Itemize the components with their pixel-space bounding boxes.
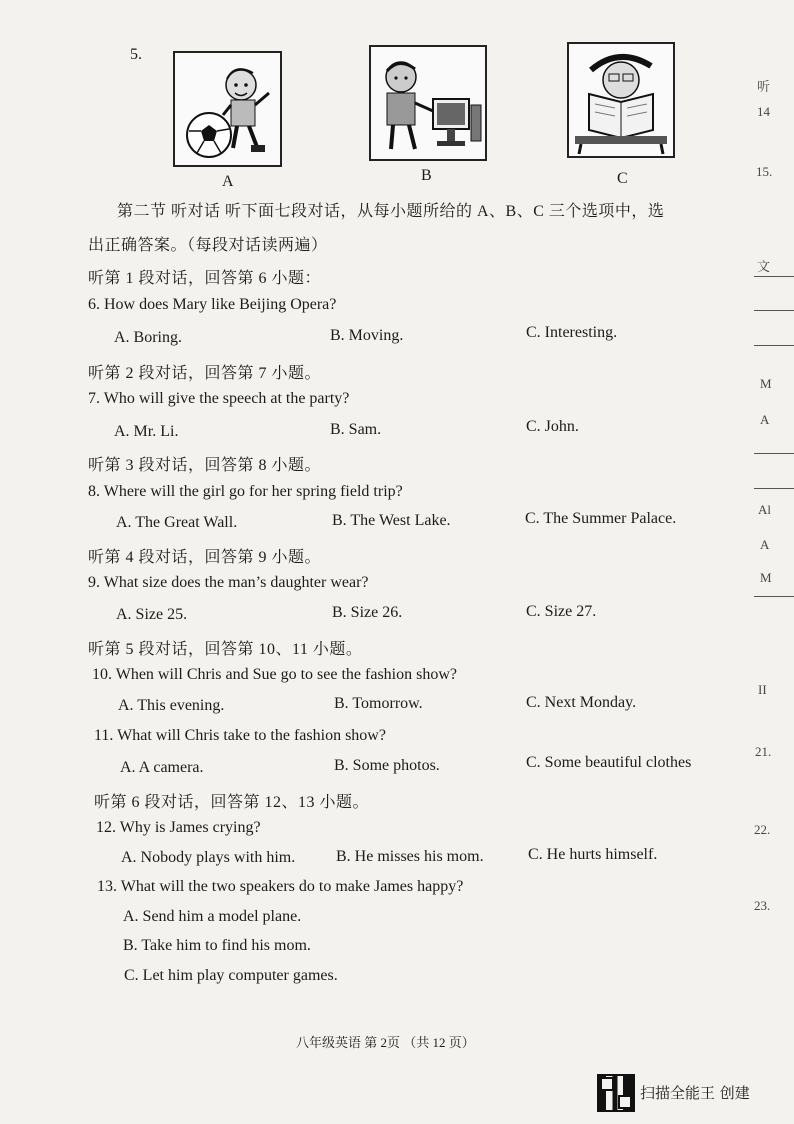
section-heading-line1: 第二节 听对话 听下面七段对话，从每小题所给的 A、B、C 三个选项中，选 bbox=[117, 203, 665, 220]
question-text: How does Mary like Beijing Opera? bbox=[104, 296, 337, 313]
scanner-watermark: 扫描全能王 创建 bbox=[640, 1084, 750, 1102]
edge-divider bbox=[754, 453, 794, 454]
dialogue-instruction: 听第 5 段对话，回答第 10、11 小题。 bbox=[88, 641, 363, 658]
picture-option-b bbox=[369, 45, 487, 161]
option-a: A. Nobody plays with him. bbox=[121, 849, 296, 866]
question-13 bbox=[97, 878, 463, 896]
option-c: C. Size 27. bbox=[526, 603, 597, 620]
option-b: B. Moving. bbox=[330, 327, 404, 344]
option-b: B. Size 26. bbox=[332, 604, 403, 621]
edge-fragment: II bbox=[758, 682, 767, 697]
edge-fragment: 听 bbox=[757, 79, 771, 94]
edge-divider bbox=[754, 596, 794, 597]
option-a: A. Boring. bbox=[114, 329, 182, 346]
picture-label-c: C bbox=[617, 170, 628, 187]
edge-divider bbox=[754, 488, 794, 489]
option-b: B. Some photos. bbox=[334, 757, 440, 774]
dialogue-instruction: 听第 4 段对话，回答第 9 小题。 bbox=[88, 549, 322, 566]
question-text: When will Chris and Sue go to see the fashion show? bbox=[115, 666, 457, 683]
picture-label-a: A bbox=[222, 173, 234, 190]
dialogue-instruction: 听第 1 段对话，回答第 6 小题： bbox=[88, 270, 322, 287]
edge-fragment: 14 bbox=[757, 104, 770, 119]
question-number: 12. bbox=[96, 819, 116, 836]
question-6 bbox=[88, 296, 336, 314]
dialogue-instruction: 听第 6 段对话，回答第 12、13 小题。 bbox=[94, 794, 370, 811]
question-11 bbox=[94, 727, 386, 745]
reading-boy-icon bbox=[569, 44, 673, 156]
option-a: A. Mr. Li. bbox=[114, 423, 179, 440]
question-12 bbox=[96, 819, 261, 837]
question-8 bbox=[88, 483, 403, 501]
page-footer: 八年级英语 第 2页 （共 12 页） bbox=[296, 1035, 475, 1050]
question-number: 13. bbox=[97, 878, 117, 895]
question-text: What size does the man’s daughter wear? bbox=[103, 574, 369, 591]
edge-divider bbox=[754, 310, 794, 311]
picture-option-c bbox=[567, 42, 675, 158]
edge-fragment: 21. bbox=[755, 744, 772, 759]
edge-fragment: 22. bbox=[754, 822, 771, 837]
question-number: 9. bbox=[88, 574, 100, 591]
picture-option-a bbox=[173, 51, 282, 167]
option-c: C. Let him play computer games. bbox=[124, 967, 338, 984]
edge-fragment: A bbox=[760, 412, 770, 427]
question-number: 7. bbox=[88, 390, 100, 407]
question-text: Who will give the speech at the party? bbox=[103, 390, 350, 407]
edge-fragment: Al bbox=[758, 502, 771, 517]
question-text: Why is James crying? bbox=[119, 819, 261, 836]
soccer-boy-icon bbox=[175, 53, 280, 165]
question-number: 8. bbox=[88, 483, 100, 500]
edge-divider bbox=[754, 345, 794, 346]
question-number: 6. bbox=[88, 296, 100, 313]
edge-fragment: 23. bbox=[754, 898, 771, 913]
dialogue-instruction: 听第 3 段对话，回答第 8 小题。 bbox=[88, 457, 322, 474]
edge-fragment: 文 bbox=[757, 259, 771, 274]
edge-fragment: 15. bbox=[756, 164, 773, 179]
option-c: C. John. bbox=[526, 418, 579, 435]
question-text: Where will the girl go for her spring field trip? bbox=[103, 483, 403, 500]
option-a: A. Size 25. bbox=[116, 606, 188, 623]
question-number: 10. bbox=[92, 666, 112, 683]
option-b: B. The West Lake. bbox=[332, 512, 451, 529]
question-text: What will the two speakers do to make James happy? bbox=[120, 878, 464, 895]
option-b: B. Take him to find his mom. bbox=[123, 937, 311, 954]
option-c: C. Interesting. bbox=[526, 324, 618, 341]
computer-boy-icon bbox=[371, 47, 485, 159]
question-number: 5. bbox=[130, 46, 142, 63]
option-b: B. He misses his mom. bbox=[336, 848, 484, 865]
question-7 bbox=[88, 390, 349, 408]
dialogue-instruction: 听第 2 段对话，回答第 7 小题。 bbox=[88, 365, 322, 382]
edge-fragment: M bbox=[760, 376, 772, 391]
option-a: A. This evening. bbox=[118, 697, 225, 714]
question-10 bbox=[92, 666, 457, 684]
option-c: C. Next Monday. bbox=[526, 694, 637, 711]
edge-fragment: A bbox=[760, 537, 770, 552]
question-number: 11. bbox=[94, 727, 114, 744]
option-b: B. Tomorrow. bbox=[334, 695, 423, 712]
option-c: C. He hurts himself. bbox=[528, 846, 658, 863]
section-heading-line2: 出正确答案。（每段对话读两遍） bbox=[88, 237, 328, 254]
option-a: A. Send him a model plane. bbox=[123, 908, 302, 925]
question-9 bbox=[88, 574, 369, 592]
qr-code-icon bbox=[597, 1074, 635, 1112]
option-a: A. A camera. bbox=[120, 759, 204, 776]
option-a: A. The Great Wall. bbox=[116, 514, 238, 531]
edge-fragment: M bbox=[760, 570, 772, 585]
edge-divider bbox=[754, 276, 794, 277]
option-b: B. Sam. bbox=[330, 421, 382, 438]
option-c: C. Some beautiful clothes bbox=[526, 754, 692, 771]
question-text: What will Chris take to the fashion show? bbox=[117, 727, 386, 744]
picture-label-b: B bbox=[421, 167, 432, 184]
option-c: C. The Summer Palace. bbox=[525, 510, 677, 527]
